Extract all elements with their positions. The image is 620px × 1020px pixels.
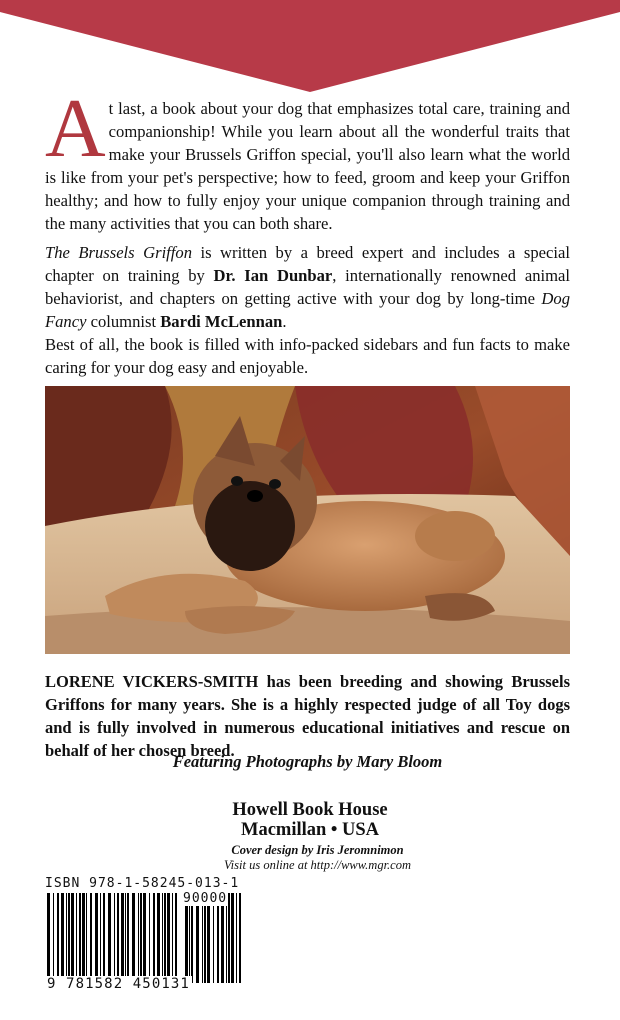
p2-text-2: , internationally renowned animal behaviorist, and chapters on getting active with your dog by long-time bbox=[45, 266, 570, 308]
p2-text-1: is written by a breed expert and includes a special chapter on training by bbox=[45, 243, 570, 285]
barcode-bar bbox=[202, 893, 203, 983]
barcode-bar bbox=[153, 893, 155, 977]
barcode-bar bbox=[140, 893, 142, 977]
barcode-bar bbox=[185, 893, 188, 983]
author-info-paragraph bbox=[45, 241, 570, 333]
publisher-name: Howell Book House bbox=[232, 800, 388, 820]
drop-cap: A bbox=[45, 82, 106, 175]
barcode-bar bbox=[217, 893, 219, 983]
price-code: 90000 bbox=[183, 891, 228, 906]
barcode-bar bbox=[236, 893, 237, 983]
barcode-bar bbox=[121, 893, 124, 977]
barcode-bar bbox=[143, 893, 146, 977]
barcode-bar bbox=[231, 893, 234, 983]
barcode-bar bbox=[127, 893, 129, 977]
barcode-bar bbox=[71, 893, 74, 977]
barcode-bar bbox=[204, 893, 206, 983]
barcode-bar bbox=[189, 893, 190, 983]
barcode-bar bbox=[132, 893, 135, 977]
intro-paragraph bbox=[45, 82, 570, 235]
barcode-bar bbox=[149, 893, 150, 977]
barcode-bar bbox=[226, 893, 227, 983]
barcode-bar bbox=[175, 893, 177, 977]
barcode-bar bbox=[100, 893, 101, 977]
isbn-number: ISBN 978-1-58245-013-1 bbox=[45, 876, 240, 891]
barcode-bar bbox=[66, 893, 67, 977]
publisher-imprint: Macmillan • USA bbox=[240, 820, 380, 840]
intro-text: t last, a book about your dog that emphasizes total care, training and companionship! While you learn about all the wonderful traits that make your Brussels Griffon special, you'll also learn what the world is like from your pet's perspective; how to feed, groom and keep your Griffon healthy; and how to fully enjoy your unique companion through training and the many activities that you can both share. bbox=[45, 99, 570, 233]
barcode-bar bbox=[196, 893, 199, 983]
author-bio: LORENE VICKERS-SMITH has been breeding and showing Brussels Griffons for many years. She is a highly respected judge of all Toy dogs and is fully involved in numerous educational initiatives and rescue on behalf of her chosen breed. bbox=[45, 672, 570, 760]
barcode-bar bbox=[239, 893, 241, 983]
barcode-bar bbox=[164, 893, 166, 977]
barcode-bar bbox=[103, 893, 105, 977]
p2-text-4: . bbox=[282, 312, 287, 331]
barcode-bar bbox=[95, 893, 98, 977]
barcode-bar bbox=[207, 893, 210, 983]
website-link: Visit us online at http://www.mgr.com bbox=[223, 858, 412, 872]
barcode-bar bbox=[221, 893, 224, 983]
barcode-bar bbox=[172, 893, 173, 977]
dog-photo bbox=[45, 386, 570, 654]
publisher-block bbox=[0, 800, 620, 840]
barcode-bar bbox=[191, 893, 193, 983]
photo-credit: Featuring Photographs by Mary Bloom bbox=[172, 752, 443, 771]
barcode-bar bbox=[125, 893, 126, 977]
features-paragraph: Best of all, the book is filled with info-packed sidebars and fun facts to make caring for your dog easy and enjoyable. bbox=[45, 335, 570, 377]
book-title: The Brussels Griffon bbox=[45, 243, 192, 262]
barcode-bar bbox=[76, 893, 77, 977]
barcode-bar bbox=[82, 893, 85, 977]
barcode-bar bbox=[138, 893, 139, 977]
barcode-bar bbox=[167, 893, 170, 977]
barcode-bar bbox=[162, 893, 163, 977]
barcode-bar bbox=[57, 893, 59, 977]
barcode-bar bbox=[53, 893, 54, 977]
barcode-bar bbox=[90, 893, 92, 977]
barcode-bar bbox=[68, 893, 70, 977]
p2-text-3: columnist bbox=[86, 312, 161, 331]
barcode-bar bbox=[213, 893, 214, 983]
barcode-bar bbox=[157, 893, 160, 977]
barcode-bar bbox=[228, 893, 230, 983]
barcode-bar bbox=[86, 893, 87, 977]
barcode-bar bbox=[114, 893, 115, 977]
barcode-bar bbox=[108, 893, 111, 977]
red-banner bbox=[0, 0, 620, 95]
columnist-name: Bardi McLennan bbox=[160, 312, 283, 331]
price-barcode bbox=[183, 893, 245, 983]
barcode-bar bbox=[79, 893, 81, 977]
barcode-digits: 9 781582 450131 bbox=[47, 976, 190, 992]
magazine-name: Dog Fancy bbox=[45, 289, 570, 331]
barcode-bar bbox=[47, 893, 50, 977]
barcode-bar bbox=[61, 893, 64, 977]
design-credit-block bbox=[190, 843, 445, 873]
barcode-bar bbox=[117, 893, 119, 977]
cover-design-credit: Cover design by Iris Jeromnimon bbox=[231, 843, 404, 857]
trainer-name: Dr. Ian Dunbar bbox=[213, 266, 333, 285]
